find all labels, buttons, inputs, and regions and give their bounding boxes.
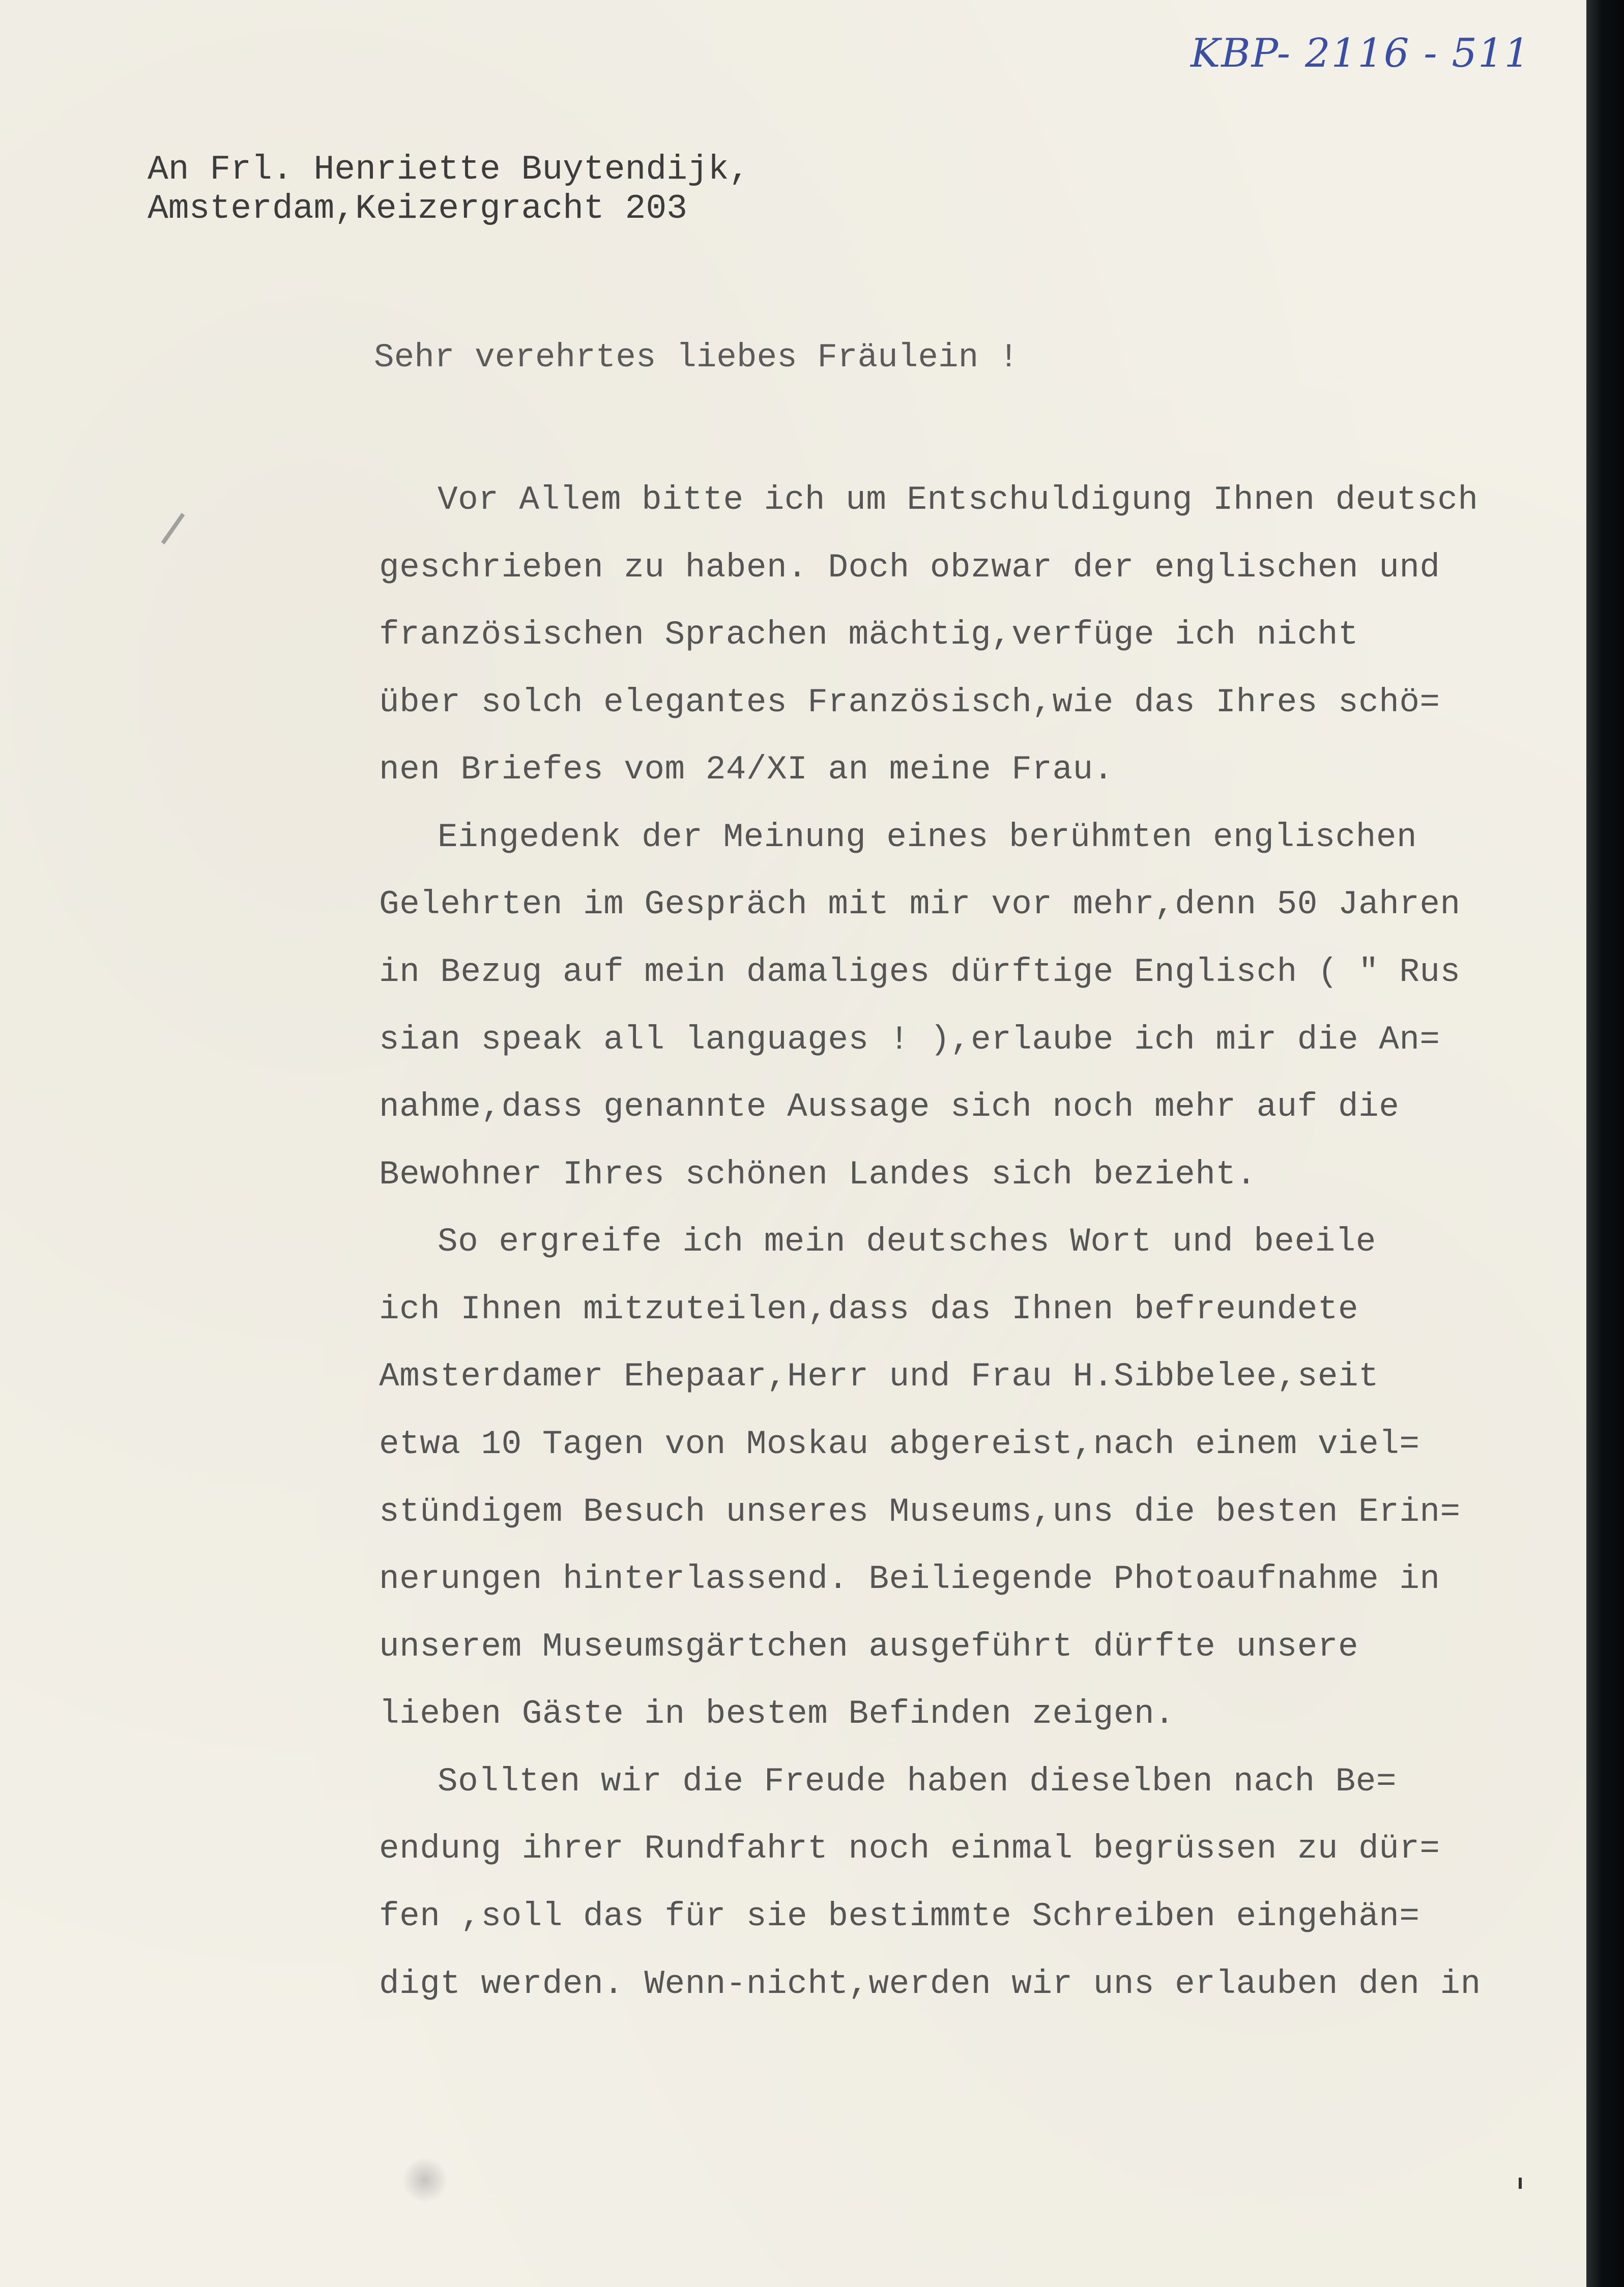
ink-smudge <box>402 2157 448 2203</box>
pencil-tick-mark <box>1519 2178 1522 2189</box>
body-line: nen Briefes vom 24/XI an meine Frau. <box>379 750 1114 789</box>
body-line: Bewohner Ihres schönen Landes sich bezieht. <box>379 1155 1257 1194</box>
body-line: Sollten wir die Freude haben dieselben nach Be= <box>438 1762 1397 1801</box>
recipient-address-line: Amsterdam,Keizergracht 203 <box>148 189 687 228</box>
body-line: endung ihrer Rundfahrt noch einmal begrüssen zu dür= <box>379 1830 1440 1868</box>
recipient-name-line: An Frl. Henriette Buytendijk, <box>148 150 750 189</box>
body-line: ich Ihnen mitzuteilen,dass das Ihnen befreundete <box>379 1290 1359 1328</box>
body-line: sian speak all languages ! ),erlaube ich mir die An= <box>379 1021 1440 1059</box>
body-line: nerungen hinterlassend. Beiliegende Photoaufnahme in <box>379 1560 1440 1598</box>
pencil-stroke-mark <box>161 513 185 544</box>
body-line: über solch elegantes Französisch,wie das Ihres schö= <box>379 683 1440 721</box>
body-line: Amsterdamer Ehepaar,Herr und Frau H.Sibbelee,seit <box>379 1357 1379 1396</box>
body-line: in Bezug auf mein damaliges dürftige Englisch ( " Rus <box>379 953 1461 991</box>
body-line: Gelehrten im Gespräch mit mir vor mehr,denn 50 Jahren <box>379 885 1461 923</box>
body-line: nahme,dass genannte Aussage sich noch mehr auf die <box>379 1088 1400 1126</box>
archive-reference-mark: KBP- 2116 - 511 <box>1191 31 1531 76</box>
body-line: unserem Museumsgärtchen ausgeführt dürfte unsere <box>379 1628 1359 1666</box>
body-line: stündigem Besuch unseres Museums,uns die besten Erin= <box>379 1493 1461 1531</box>
body-line: geschrieben zu haben. Doch obzwar der englischen und <box>379 548 1440 587</box>
body-line: französischen Sprachen mächtig,verfüge ich nicht <box>379 616 1359 654</box>
body-line: Eingedenk der Meinung eines berühmten englischen <box>438 818 1417 856</box>
salutation: Sehr verehrtes liebes Fräulein ! <box>374 338 1019 377</box>
body-line: digt werden. Wenn-nicht,werden wir uns erlauben den in <box>379 1965 1481 2003</box>
body-line: fen ,soll das für sie bestimmte Schreiben eingehän= <box>379 1897 1420 1935</box>
body-line: So ergreife ich mein deutsches Wort und beeile <box>438 1223 1376 1261</box>
body-line: lieben Gäste in bestem Befinden zeigen. <box>379 1695 1175 1733</box>
body-line: etwa 10 Tagen von Moskau abgereist,nach einem viel= <box>379 1425 1420 1463</box>
scan-background-edge <box>1586 0 1624 2287</box>
body-line: Vor Allem bitte ich um Entschuldigung Ihnen deutsch <box>438 481 1478 519</box>
